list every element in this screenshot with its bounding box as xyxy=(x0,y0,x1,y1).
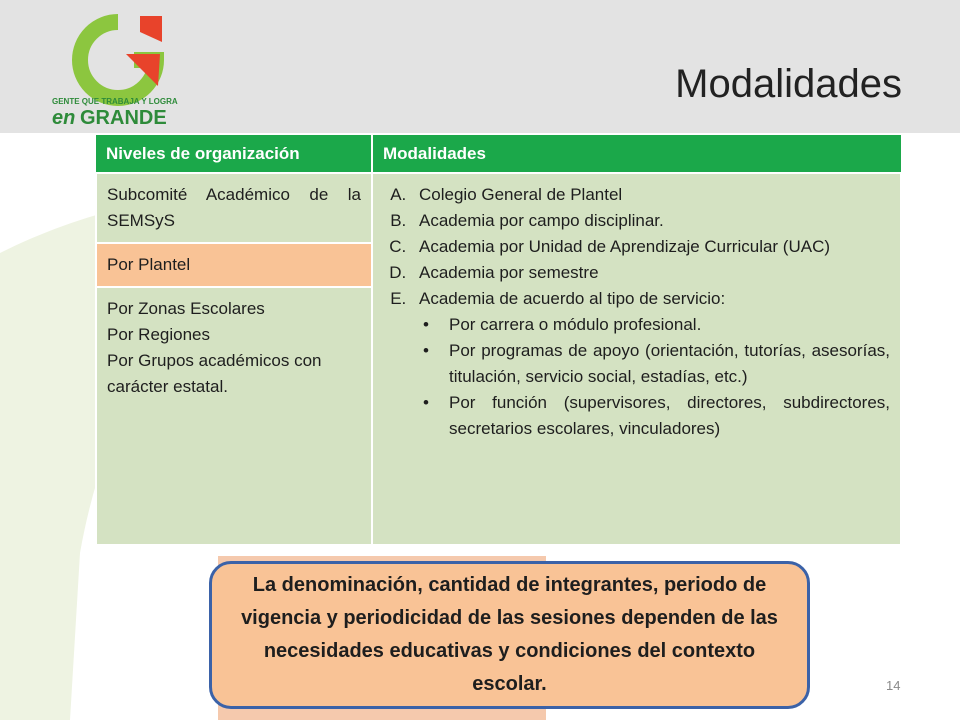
logo-en: en xyxy=(52,107,76,129)
list-item: A. Colegio General de Plantel xyxy=(411,182,890,208)
zone-line: Por Zonas Escolares xyxy=(107,299,265,318)
list-item: • Por programas de apoyo (orientación, tutorías, asesorías, titulación, servicio social, estadías, etc.) xyxy=(445,338,890,390)
modalities-list xyxy=(383,182,890,442)
region-line: Por Regiones xyxy=(107,325,211,344)
cell-subcomite: Subcomité Académico de la SEMSyS xyxy=(96,173,372,243)
table-row xyxy=(96,173,901,243)
callout-text: La denominación, cantidad de integrantes, periodo de vigencia y periodicidad de las sesiones dependen de las necesidades educativas y condiciones del contexto escolar. xyxy=(241,574,778,695)
group-line: Por Grupos académicos con carácter estatal. xyxy=(107,351,322,396)
list-item: B. Academia por campo disciplinar. xyxy=(411,208,890,234)
header-modalities: Modalidades xyxy=(372,135,901,173)
cell-modalities xyxy=(372,173,901,545)
cell-zones xyxy=(96,287,372,545)
list-item: C. Academia por Unidad de Aprendizaje Curricular (UAC) xyxy=(411,234,890,260)
list-item-label: Academia de acuerdo al tipo de servicio: xyxy=(419,289,726,308)
service-types-list xyxy=(419,312,890,442)
list-item: D. Academia por semestre xyxy=(411,260,890,286)
cell-por-plantel: Por Plantel xyxy=(96,243,372,287)
logo-tagline: GENTE QUE TRABAJA Y LOGRA xyxy=(52,97,178,106)
header-levels: Niveles de organización xyxy=(96,135,372,173)
table-header-row xyxy=(96,135,901,173)
page-title: Modalidades xyxy=(675,62,902,106)
list-item: • Por función (supervisores, directores, subdirectores, secretarios escolares, vinculadores) xyxy=(445,390,890,442)
page-number: 14 xyxy=(886,678,901,693)
list-item: • Por carrera o módulo profesional. xyxy=(445,312,890,338)
engrande-logo xyxy=(48,14,198,129)
logo-grande: GRANDE xyxy=(80,107,167,129)
list-item xyxy=(411,286,890,442)
callout-box xyxy=(209,561,810,709)
organization-table xyxy=(95,135,902,546)
